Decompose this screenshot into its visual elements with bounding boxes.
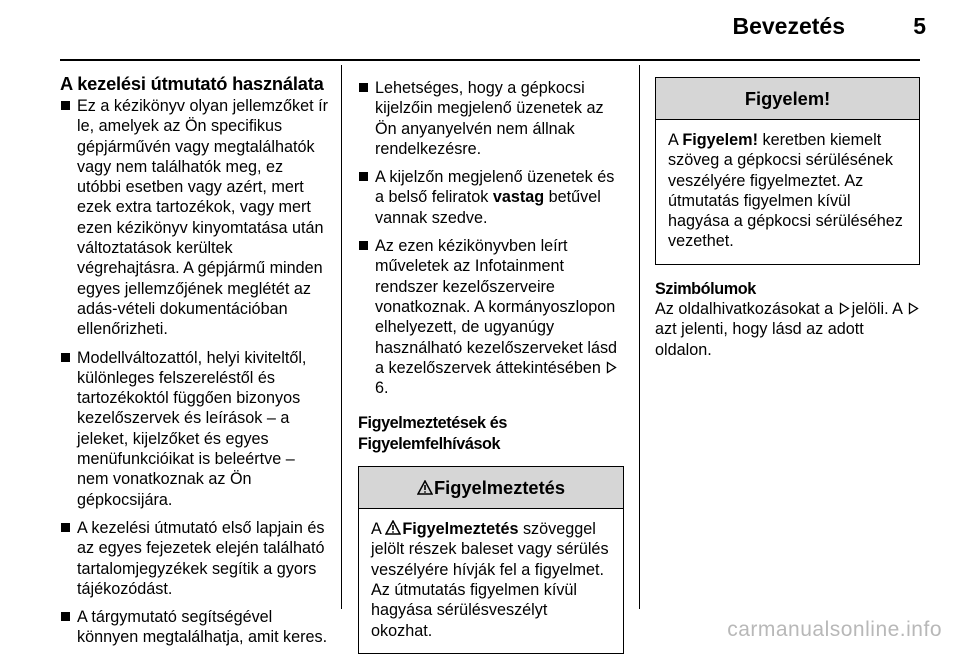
list-item-text: Ez a kézikönyv olyan jellemzőket ír le, amelyek az Ön specifikus gépjárművén vagy megtalálhatók vagy nem találhatók meg, ez utóbbi esetben vagy azért, mert ezek extra tartozékok, vagy mert ezen kézikönyv kinyomtatása után változtatások kerültek végrehajtásra. A gépjármű minden egyes jellemzőjének meglétét az adás-vételi dokumentációban ellenőrizheti. [77, 97, 329, 339]
bold-term: Figyelem! [682, 131, 758, 149]
page-reference-arrow-icon [606, 361, 617, 374]
bold-term: Figyelmeztetés [402, 520, 519, 539]
page-number: 5 [913, 13, 926, 39]
warning-box-body [359, 509, 623, 653]
section-heading-usage: A kezelési útmutató használata [60, 73, 324, 94]
warning-box-header [359, 467, 623, 509]
warning-box-title: Figyelmeztetés [433, 477, 566, 499]
list-item [358, 167, 626, 228]
warning-triangle-icon [385, 520, 401, 535]
section-heading-warnings: Figyelmeztetések és Figyelemfelhívások [358, 414, 507, 453]
symbols-text: jelöli. A [851, 300, 903, 319]
column-3 [655, 77, 923, 360]
symbols-text: Az oldalhivatkozásokat a [655, 300, 834, 319]
list-item-text: Modellváltozattól, helyi kiviteltől, különleges felszereléstől és tartozékoktól függően bizonyos kezelőszervek és leírások – a jeleket, kijelzőket és egyes menüfunkcióikat is beleértve – nem vonatkoznak az Ön gépkocsijára. [77, 348, 307, 509]
header-title: Bevezetés [732, 13, 845, 39]
caution-box-body [656, 120, 919, 264]
notes-list [358, 78, 626, 398]
warning-box [358, 466, 624, 654]
section-heading-symbols: Szimbólumok [655, 279, 756, 298]
bullet-icon [61, 353, 70, 362]
page-reference-arrow-icon [839, 302, 850, 315]
header-rule [60, 59, 920, 61]
list-item-text: A tárgymutató segítségével könnyen megtalálhatja, amit keres. [77, 608, 328, 647]
caution-box-text: A [668, 131, 683, 149]
list-item [60, 348, 330, 510]
list-item-text: betűvel vannak szedve. [375, 188, 601, 227]
bullet-icon [61, 101, 70, 110]
list-item-text: Lehetséges, hogy a gépkocsi kijelzőin megjelenő üzenetek az Ön anyanyelvén nem állnak rendelkezésre. [375, 79, 604, 158]
bullet-icon [61, 612, 70, 621]
page-reference-arrow-icon [908, 302, 919, 315]
list-item [60, 96, 330, 340]
warning-box-text: A [371, 520, 386, 539]
list-item-text: A kezelési útmutató első lapjain és az egyes fejezetek elején található tartalomjegyzékek segítik a gyors tájékozódást. [77, 518, 325, 598]
list-item [358, 78, 626, 159]
caution-box [655, 77, 920, 265]
symbols-paragraph [655, 299, 923, 360]
bullet-icon [359, 83, 368, 92]
symbols-text: azt jelenti, hogy lásd az adott oldalon. [655, 320, 864, 359]
column-divider-1 [341, 65, 342, 609]
list-item [358, 236, 626, 398]
bold-term: vastag [492, 188, 545, 207]
watermark: carmanualsonline.info [727, 618, 942, 641]
warning-box-text: szöveggel jelölt részek baleset vagy sérülés veszélyére hívják fel a figyelmet. Az útmutatás figyelmen kívül hagyása sérülésveszélyt okozhat. [371, 520, 609, 640]
bullet-icon [359, 241, 368, 250]
caution-box-text: keretben kiemelt szöveg a gépkocsi sérülésének veszélyére figyelmeztet. Az útmutatás figyelmen kívül hagyása a gépkocsi sérüléséhez vezethet. [668, 131, 903, 251]
bullet-icon [359, 172, 368, 181]
usage-list [60, 96, 330, 648]
warning-triangle-icon [417, 480, 433, 495]
page-reference[interactable]: 6. [375, 379, 389, 398]
list-item-text: Az ezen kézikönyvben leírt műveletek az Infotainment rendszer kezelőszerveire vonatkoznak. A kormányoszlopon elhelyezett, de ugyanúgy használható kezelőszerveket lásd a kezelőszervek áttekintésében [375, 237, 618, 377]
bullet-icon [61, 523, 70, 532]
list-item-text: A kijelzőn megjelenő üzenetek és a belső feliratok [375, 168, 615, 207]
column-divider-2 [639, 65, 640, 609]
column-2 [358, 78, 626, 654]
caution-box-header: Figyelem! [656, 78, 919, 120]
list-item [60, 518, 330, 599]
column-1 [60, 73, 330, 656]
